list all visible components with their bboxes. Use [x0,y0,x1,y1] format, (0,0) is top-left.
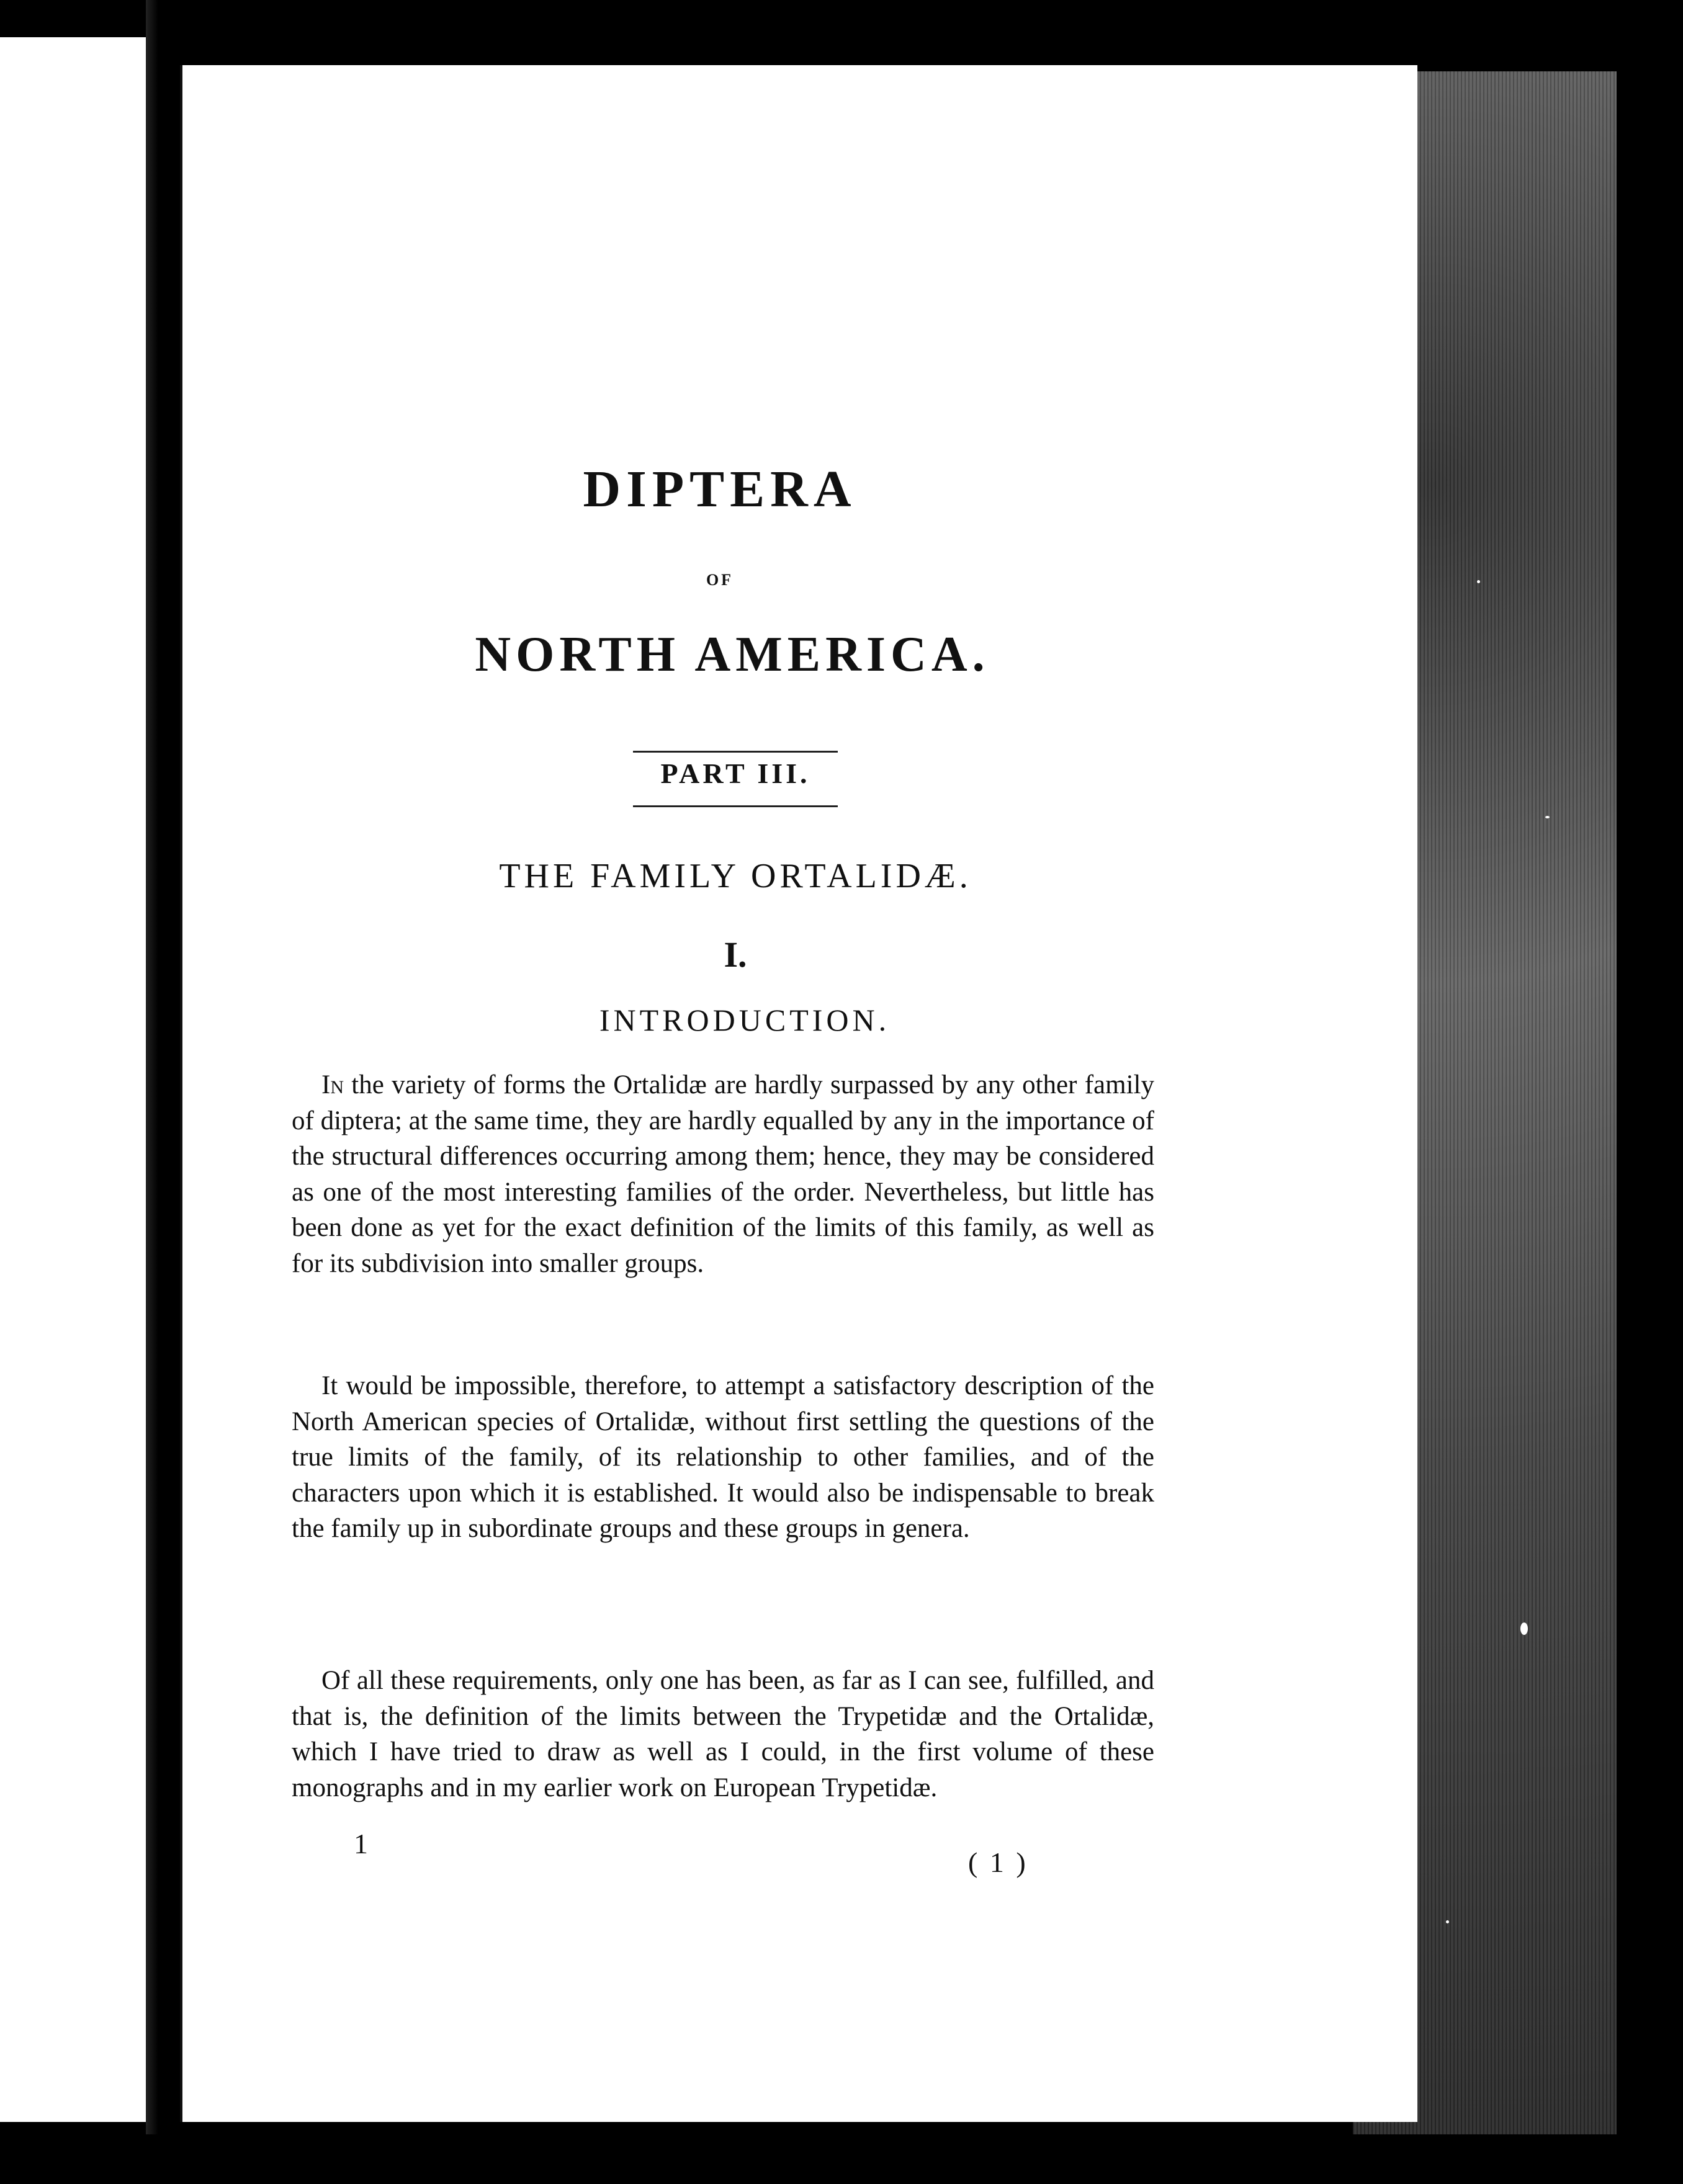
facing-page-edge [0,37,146,2122]
part-heading: PART III. [660,758,810,789]
chapter-heading: INTRODUCTION. [599,1003,891,1037]
paragraph-1 [292,1067,1154,1281]
signature-mark: 1 [354,1828,368,1860]
scan-bottom-border [0,2134,1683,2184]
book-title: DIPTERA [583,460,857,518]
title-connector: OF [706,571,734,589]
chapter-number: I. [724,934,747,975]
divider-rule-bottom [633,805,838,807]
paragraph-text: the variety of forms the Ortalidæ are hardly surpassed by any other family of diptera; at the same time, they are hardly equalled by any in the importance of the structural differences occurring among them; hence, they may be considered as one of the most interesting families of the order. Nevertheless, but little has been done as yet for the exact definition of the limits of this family, as well as for its subdivision into smaller groups. [292,1070,1154,1278]
divider-rule-top [633,751,838,753]
paragraph-lead: In [321,1070,344,1099]
gutter-shadow [146,0,177,2184]
paragraph-2 [292,1368,1154,1547]
paragraph-3 [292,1663,1154,1806]
paragraph-text: Of all these requirements, only one has been, as far as I can see, fulfilled, and that is, the definition of the limits between the Trypetidæ and the Ortalidæ, which I have tried to draw as well as I could, in the first volume of these monographs and in my earlier work on European Trypetidæ. [292,1666,1154,1802]
paragraph-text: It would be impossible, therefore, to attempt a satisfactory description of the North American species of Ortalidæ, without first settling the questions of the true limits of the family, of its relationship to other families, and of the characters upon which it is established. It would also be indispensable to break the family up in subordinate groups and these groups in genera. [292,1371,1154,1543]
book-subtitle: NORTH AMERICA. [475,627,990,682]
page-number: ( 1 ) [968,1846,1028,1878]
family-heading: THE FAMILY ORTALIDÆ. [499,857,972,895]
